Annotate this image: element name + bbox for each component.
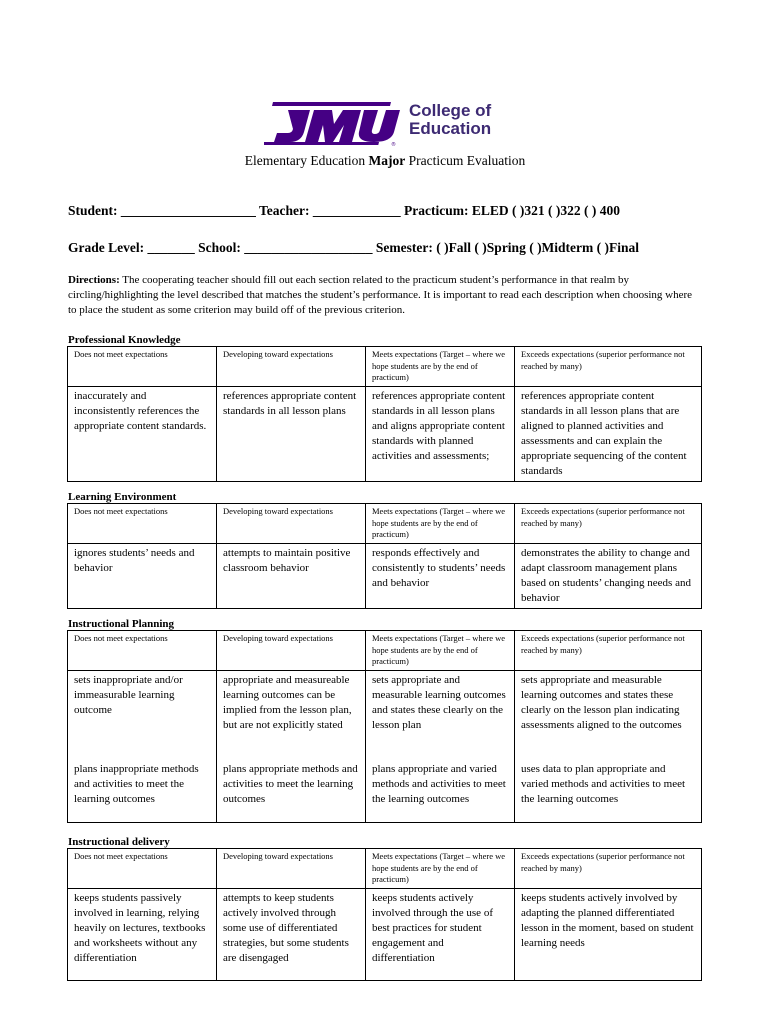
table-row — [68, 543, 702, 608]
table-row — [68, 888, 702, 980]
rubric-cell[interactable]: attempts to maintain positive classroom behavior — [217, 543, 366, 608]
rubric-cell[interactable]: responds effectively and consistently to students’ needs and behavior — [366, 543, 515, 608]
rubric-cell[interactable]: plans inappropriate methods and activities to meet the learning outcomes — [68, 760, 217, 822]
rubric-cell[interactable]: sets inappropriate and/or immeasurable learning outcome — [68, 670, 217, 760]
rubric-cell[interactable]: demonstrates the ability to change and adapt classroom management plans based on students’ changing needs and behavior — [515, 543, 702, 608]
level-header: Meets expectations (Target – where we hope students are by the end of practicum) — [366, 504, 515, 544]
level-header: Exceeds expectations (superior performance not reached by many) — [515, 347, 702, 387]
jmu-logo-mark — [264, 98, 404, 148]
rubric-cell[interactable]: attempts to keep students actively involved through some use of differentiated strategies, but some students are disengaged — [217, 888, 366, 980]
rubric-cell[interactable]: appropriate and measureable learning outcomes can be implied from the lesson plan, but are not explicitly stated — [217, 670, 366, 760]
section-title: Professional Knowledge — [68, 334, 181, 346]
rubric-cell[interactable]: plans appropriate and varied methods and activities to meet the learning outcomes — [366, 760, 515, 822]
rubric-cell[interactable]: sets appropriate and measurable learning outcomes and states these clearly on the lesson plan — [366, 670, 515, 760]
rubric-table — [67, 848, 702, 981]
level-header: Meets expectations (Target – where we hope students are by the end of practicum) — [366, 631, 515, 671]
college-of-education-wordmark — [409, 102, 491, 138]
rubric-cell[interactable]: references appropriate content standards in all lesson plans — [217, 386, 366, 481]
level-header: Exceeds expectations (superior performance not reached by many) — [515, 631, 702, 671]
title-suffix: Practicum Evaluation — [405, 153, 526, 168]
level-header-row — [68, 849, 702, 889]
directions — [68, 273, 700, 318]
directions-label: Directions: — [68, 274, 120, 286]
rubric-table — [67, 630, 702, 823]
level-header: Meets expectations (Target – where we hope students are by the end of practicum) — [366, 849, 515, 889]
rubric-cell[interactable]: keeps students actively involved through the use of best practices for student engagement and differentiation — [366, 888, 515, 980]
level-header: Developing toward expectations — [217, 631, 366, 671]
logo-line-2: Education — [409, 119, 492, 138]
student-info-row: Student: ____________________ Teacher: _____________ Practicum: ELED ( )321 ( )322 ( ) 400 — [68, 203, 620, 218]
rubric-table — [67, 503, 702, 609]
rubric-cell[interactable]: ignores students’ needs and behavior — [68, 543, 217, 608]
level-header: Does not meet expectations — [68, 631, 217, 671]
rubric-cell[interactable]: sets appropriate and measurable learning outcomes and states these clearly on the lesson plan indicating assessments aligned to the outcomes — [515, 670, 702, 760]
table-row — [68, 386, 702, 481]
grade-info-row: Grade Level: _______ School: ___________________ Semester: ( )Fall ( )Spring ( )Midterm ( )Final — [68, 240, 640, 255]
level-header-row — [68, 631, 702, 671]
level-header: Exceeds expectations (superior performance not reached by many) — [515, 504, 702, 544]
rubric-cell[interactable]: references appropriate content standards in all lesson plans and aligns appropriate content standards with planned activities and assessments; — [366, 386, 515, 481]
directions-text: The cooperating teacher should fill out each section related to the practicum student’s performance in that realm by circling/highlighting the level described that matches the student’s performance. It is important to read each description when choosing where to place the student as some criterion may build off of the previous criterion. — [68, 274, 693, 316]
section-title: Instructional Planning — [68, 618, 175, 630]
level-header-row — [68, 347, 702, 387]
title-bold: Major — [368, 153, 406, 168]
level-header: Developing toward expectations — [217, 504, 366, 544]
rubric-cell[interactable]: references appropriate content standards in all lesson plans that are aligned to planned activities and assessments and can explain the appropriate sequencing of the content standards — [515, 386, 702, 481]
rubric-cell[interactable]: keeps students passively involved in learning, relying heavily on lectures, textbooks and worksheets without any differentiation — [68, 888, 217, 980]
level-header: Developing toward expectations — [217, 347, 366, 387]
registered-mark: ® — [391, 142, 396, 148]
section-title: Instructional delivery — [68, 836, 170, 848]
section-title: Learning Environment — [68, 491, 177, 503]
level-header: Does not meet expectations — [68, 504, 217, 544]
table-row — [68, 670, 702, 760]
page-title — [0, 153, 770, 169]
level-header: Does not meet expectations — [68, 347, 217, 387]
level-header-row — [68, 504, 702, 544]
level-header: Does not meet expectations — [68, 849, 217, 889]
table-row — [68, 760, 702, 822]
level-header: Exceeds expectations (superior performance not reached by many) — [515, 849, 702, 889]
rubric-cell[interactable]: inaccurately and inconsistently references the appropriate content standards. — [68, 386, 217, 481]
rubric-cell[interactable]: plans appropriate methods and activities to meet the learning outcomes — [217, 760, 366, 822]
rubric-cell[interactable]: uses data to plan appropriate and varied methods and activities to meet the learning outcomes — [515, 760, 702, 822]
level-header: Meets expectations (Target – where we hope students are by the end of practicum) — [366, 347, 515, 387]
jmu-college-of-education-logo — [264, 98, 514, 150]
level-header: Developing toward expectations — [217, 849, 366, 889]
logo-line-1: College of — [409, 101, 492, 120]
rubric-table — [67, 346, 702, 482]
rubric-cell[interactable]: keeps students actively involved by adapting the planned differentiated lesson in the moment, based on student learning needs — [515, 888, 702, 980]
title-prefix: Elementary Education — [244, 153, 369, 168]
